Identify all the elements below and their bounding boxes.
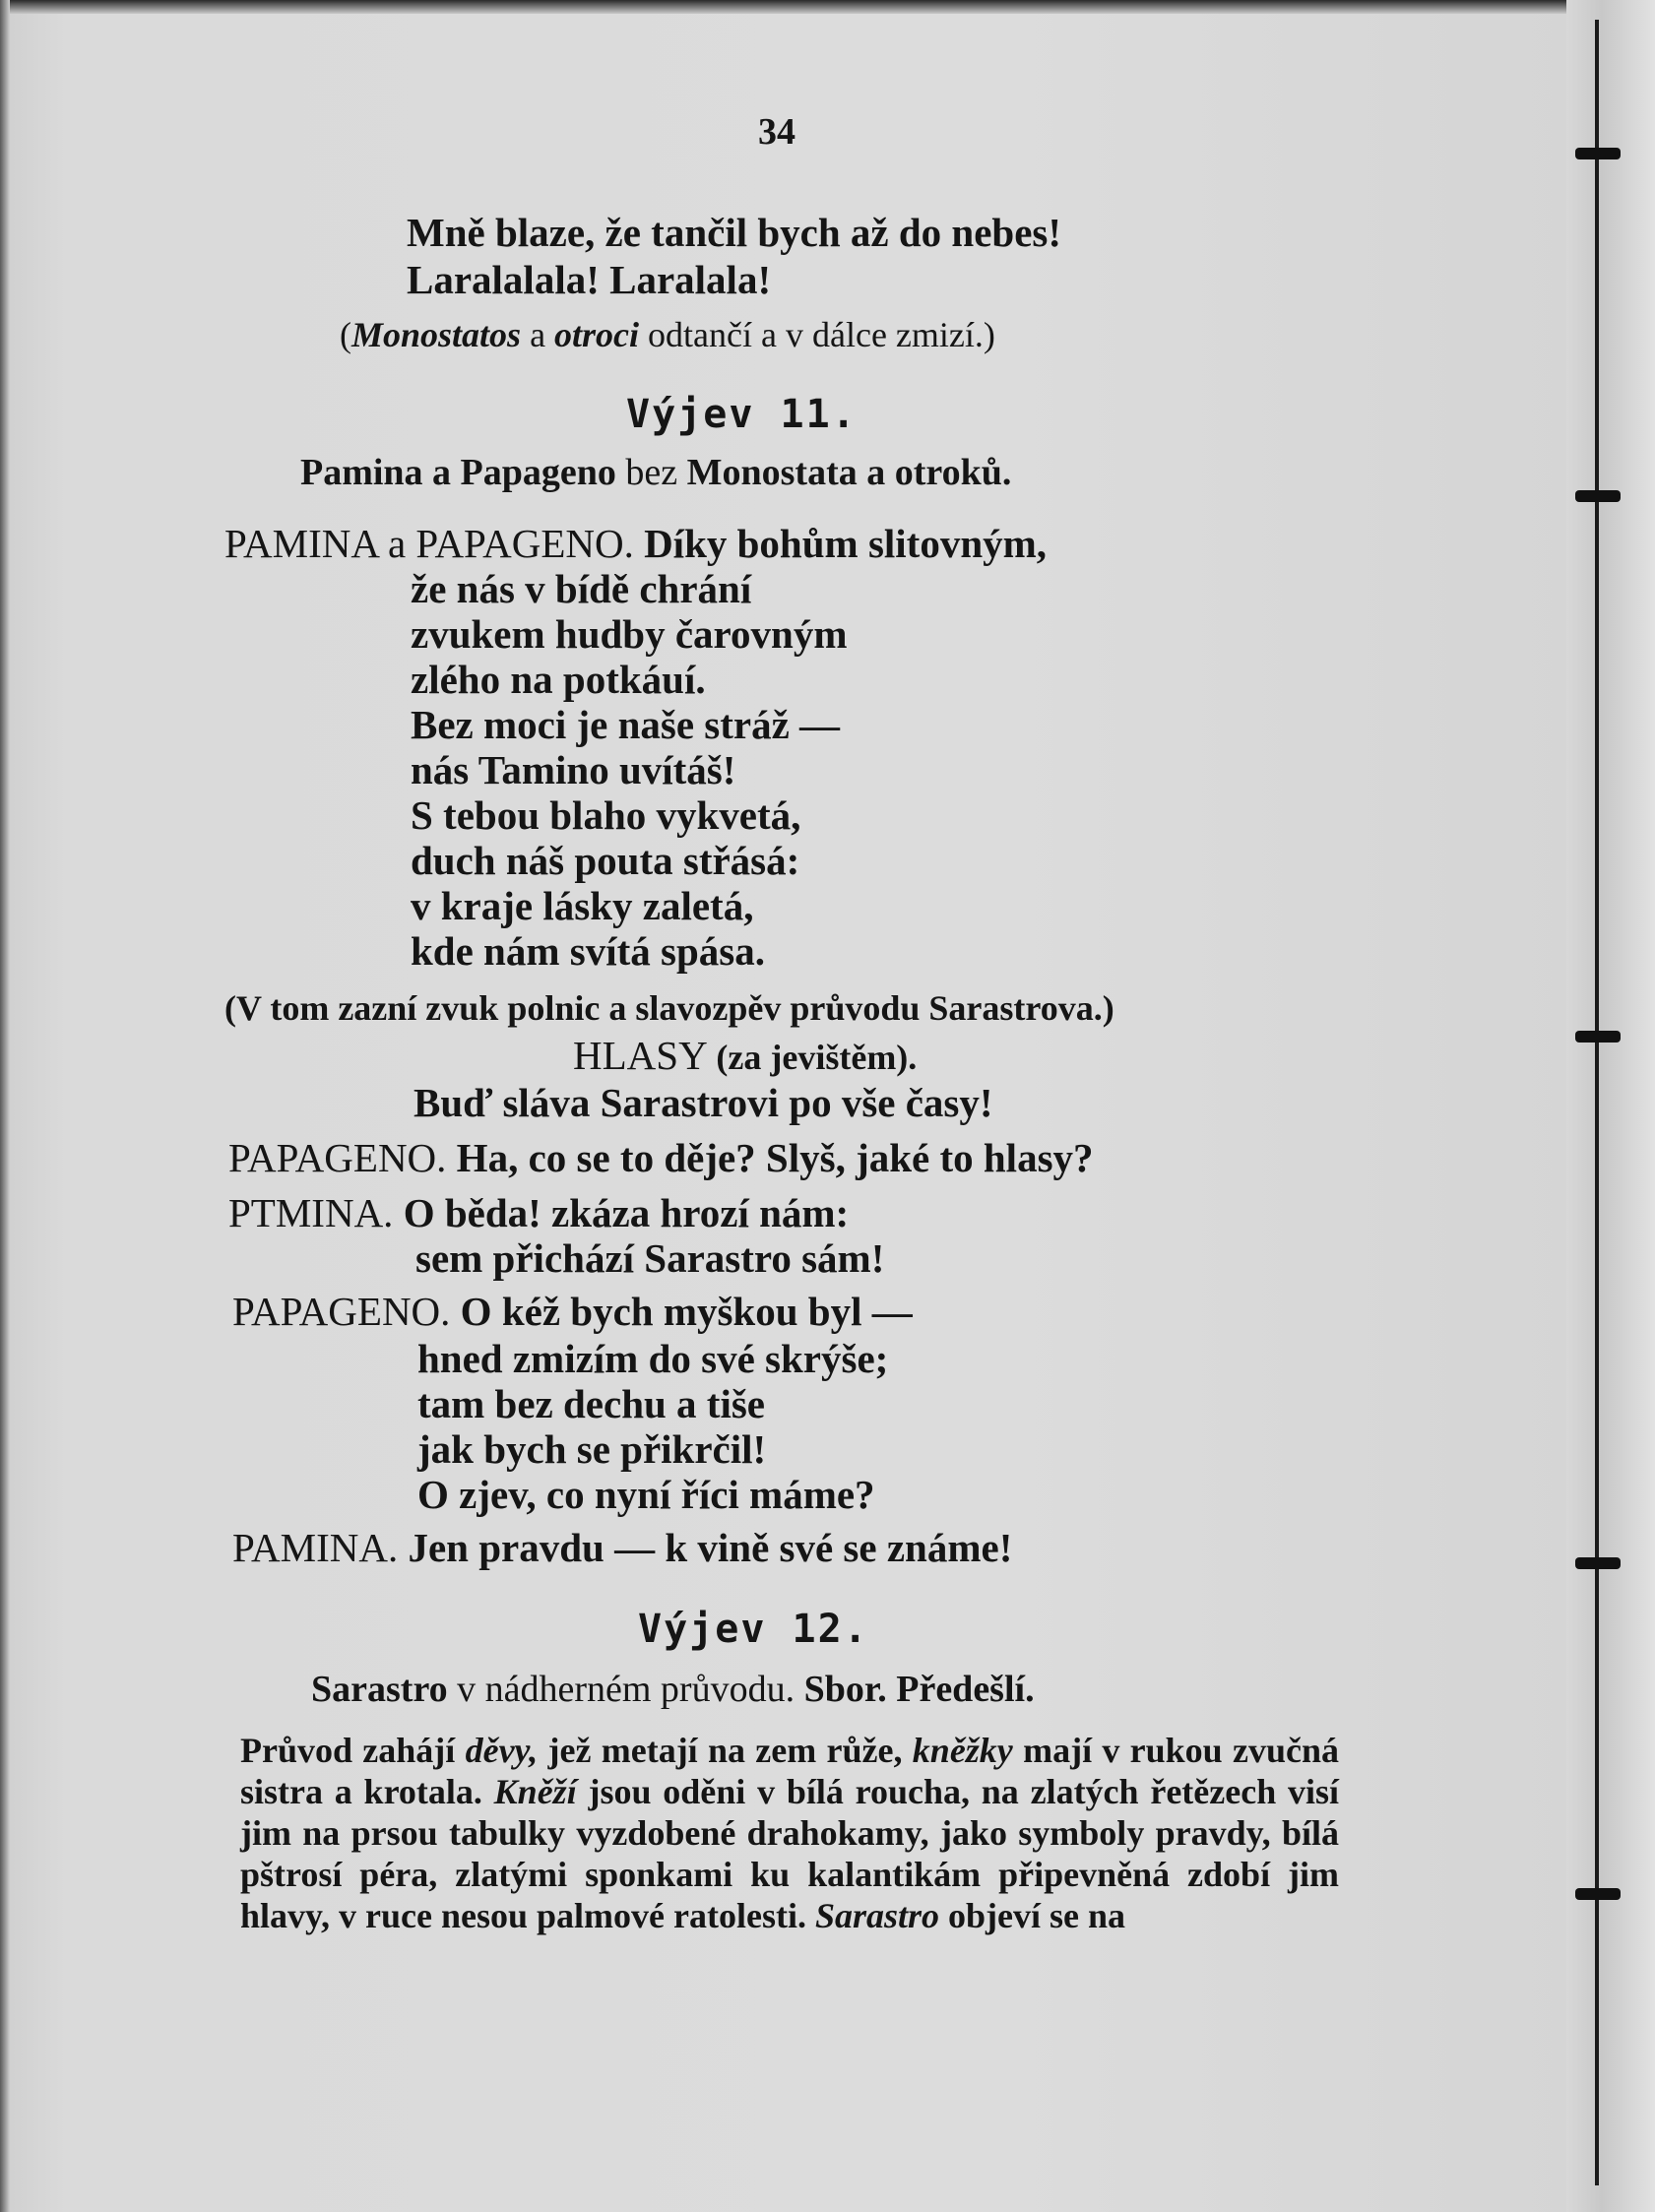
verse-line: nás Tamino uvítáš! — [411, 747, 736, 792]
verse-line: duch náš pouta střásá: — [411, 838, 800, 883]
stage-paren: ( — [340, 315, 351, 354]
page-top-edge — [0, 0, 1655, 14]
verse-line: sem přichází Sarastro sám! — [415, 1235, 885, 1281]
verse-line: že nás v bídě chrání — [411, 566, 752, 611]
speaker-name: PTMINA. — [228, 1190, 394, 1235]
para-emphasis: Kněží — [493, 1772, 577, 1811]
stage-paragraph — [240, 1730, 1339, 1936]
dialogue-text: Díky bohům slitovným, — [644, 521, 1048, 566]
binding-line — [1595, 20, 1599, 2185]
stage-text: odtančí a v dálce zmizí.) — [648, 315, 995, 354]
binding-mark — [1575, 148, 1621, 159]
binding-mark — [1575, 1888, 1621, 1900]
stage-character: Monostatos — [351, 315, 522, 354]
dialogue-line — [232, 1288, 913, 1335]
verse-line: v kraje lásky zaletá, — [411, 883, 754, 928]
characters-bez: bez — [625, 452, 678, 493]
speaker-name: PAMINA. — [232, 1525, 399, 1570]
para-text: Průvod zahájí — [240, 1731, 456, 1770]
characters: Sarastro — [311, 1669, 448, 1710]
dialogue-text: Jen pravdu — k vině své se známe! — [408, 1525, 1013, 1570]
verse-line: Laralalala! Laralala! — [407, 257, 772, 302]
verse-line: kde nám svítá spása. — [411, 928, 765, 974]
verse-line: tam bez dechu a tiše — [417, 1381, 766, 1426]
scene-characters — [300, 449, 1011, 496]
para-text: jež metají na zem růže, — [547, 1731, 903, 1770]
binding-mark — [1575, 490, 1621, 502]
page-right-margin — [1566, 0, 1655, 2212]
verse-line: Buď sláva Sarastrovi po vše časy! — [414, 1080, 993, 1125]
page-number: 34 — [758, 111, 796, 153]
dialogue-text: Ha, co se to děje? Slyš, jaké to hlasy? — [456, 1135, 1094, 1180]
verse-line: O zjev, co nyní říci máme? — [417, 1472, 875, 1517]
dialogue-text: O běda! zkáza hrozí nám: — [403, 1190, 850, 1235]
para-emphasis: děvy, — [465, 1731, 539, 1770]
characters: Sbor. Předešlí. — [803, 1669, 1035, 1710]
binding-mark — [1575, 1557, 1621, 1569]
characters-rest: v nádherném průvodu. — [457, 1669, 796, 1710]
verse-line: S tebou blaho vykvetá, — [411, 792, 801, 838]
scene-heading: Výjev 11. — [626, 392, 858, 437]
page-left-edge — [0, 0, 10, 2212]
characters: Pamina a Papageno — [300, 452, 616, 493]
dialogue-line — [224, 520, 1047, 567]
speaker-name: PAPAGENO. — [228, 1135, 447, 1180]
stage-direction — [340, 311, 995, 358]
dialogue-line — [573, 1032, 917, 1081]
binding-mark — [1575, 1031, 1621, 1043]
para-emphasis: kněžky — [912, 1731, 1013, 1770]
speaker-name: PAMINA a PAPAGENO. — [224, 521, 634, 566]
para-text: mají v rukou zvučná sistra a krotala. — [240, 1731, 1339, 1811]
para-emphasis: Sarastro — [814, 1896, 940, 1935]
speaker-name: HLASY — [573, 1033, 707, 1078]
dialogue-line — [232, 1524, 1012, 1571]
stage-character: otroci — [554, 315, 640, 354]
verse-line: hned zmizím do své skrýše; — [417, 1336, 889, 1381]
dialogue-text: O kéž bych myškou byl — — [460, 1289, 913, 1334]
para-text: objeví se na — [948, 1896, 1126, 1935]
speaker-name: PAPAGENO. — [232, 1289, 451, 1334]
stage-direction: (V tom zazní zvuk polnic a slavozpěv průvodu Sarastrova.) — [224, 988, 1114, 1028]
stage-text: a — [530, 315, 546, 354]
verse-line: Mně blaze, že tančil bych až do nebes! — [407, 210, 1062, 255]
verse-line: jak bych se přikrčil! — [417, 1426, 767, 1472]
verse-line: zvukem hudby čarovným — [411, 611, 848, 657]
dialogue-line — [228, 1134, 1094, 1181]
scene-heading: Výjev 12. — [638, 1607, 869, 1652]
speaker-note: (za jevištěm). — [716, 1038, 918, 1077]
scene-characters — [311, 1666, 1035, 1713]
dialogue-line — [228, 1189, 849, 1236]
characters: Monostata a otroků. — [686, 452, 1012, 493]
verse-line: Bez moci je naše stráž — — [411, 702, 841, 747]
para-text: jsou oděni v bílá roucha, na zlatých řetězech visí jim na prsou tabulky vyzdobené drahokamy, jako symboly pravdy, bílá pštrosí péra, zlatými sponkami ku kalantikám připevněná zdobí jim hlavy, v ruce nesou palmové ratolesti. — [240, 1772, 1340, 1935]
verse-line: zlého na potkáuí. — [411, 657, 706, 702]
